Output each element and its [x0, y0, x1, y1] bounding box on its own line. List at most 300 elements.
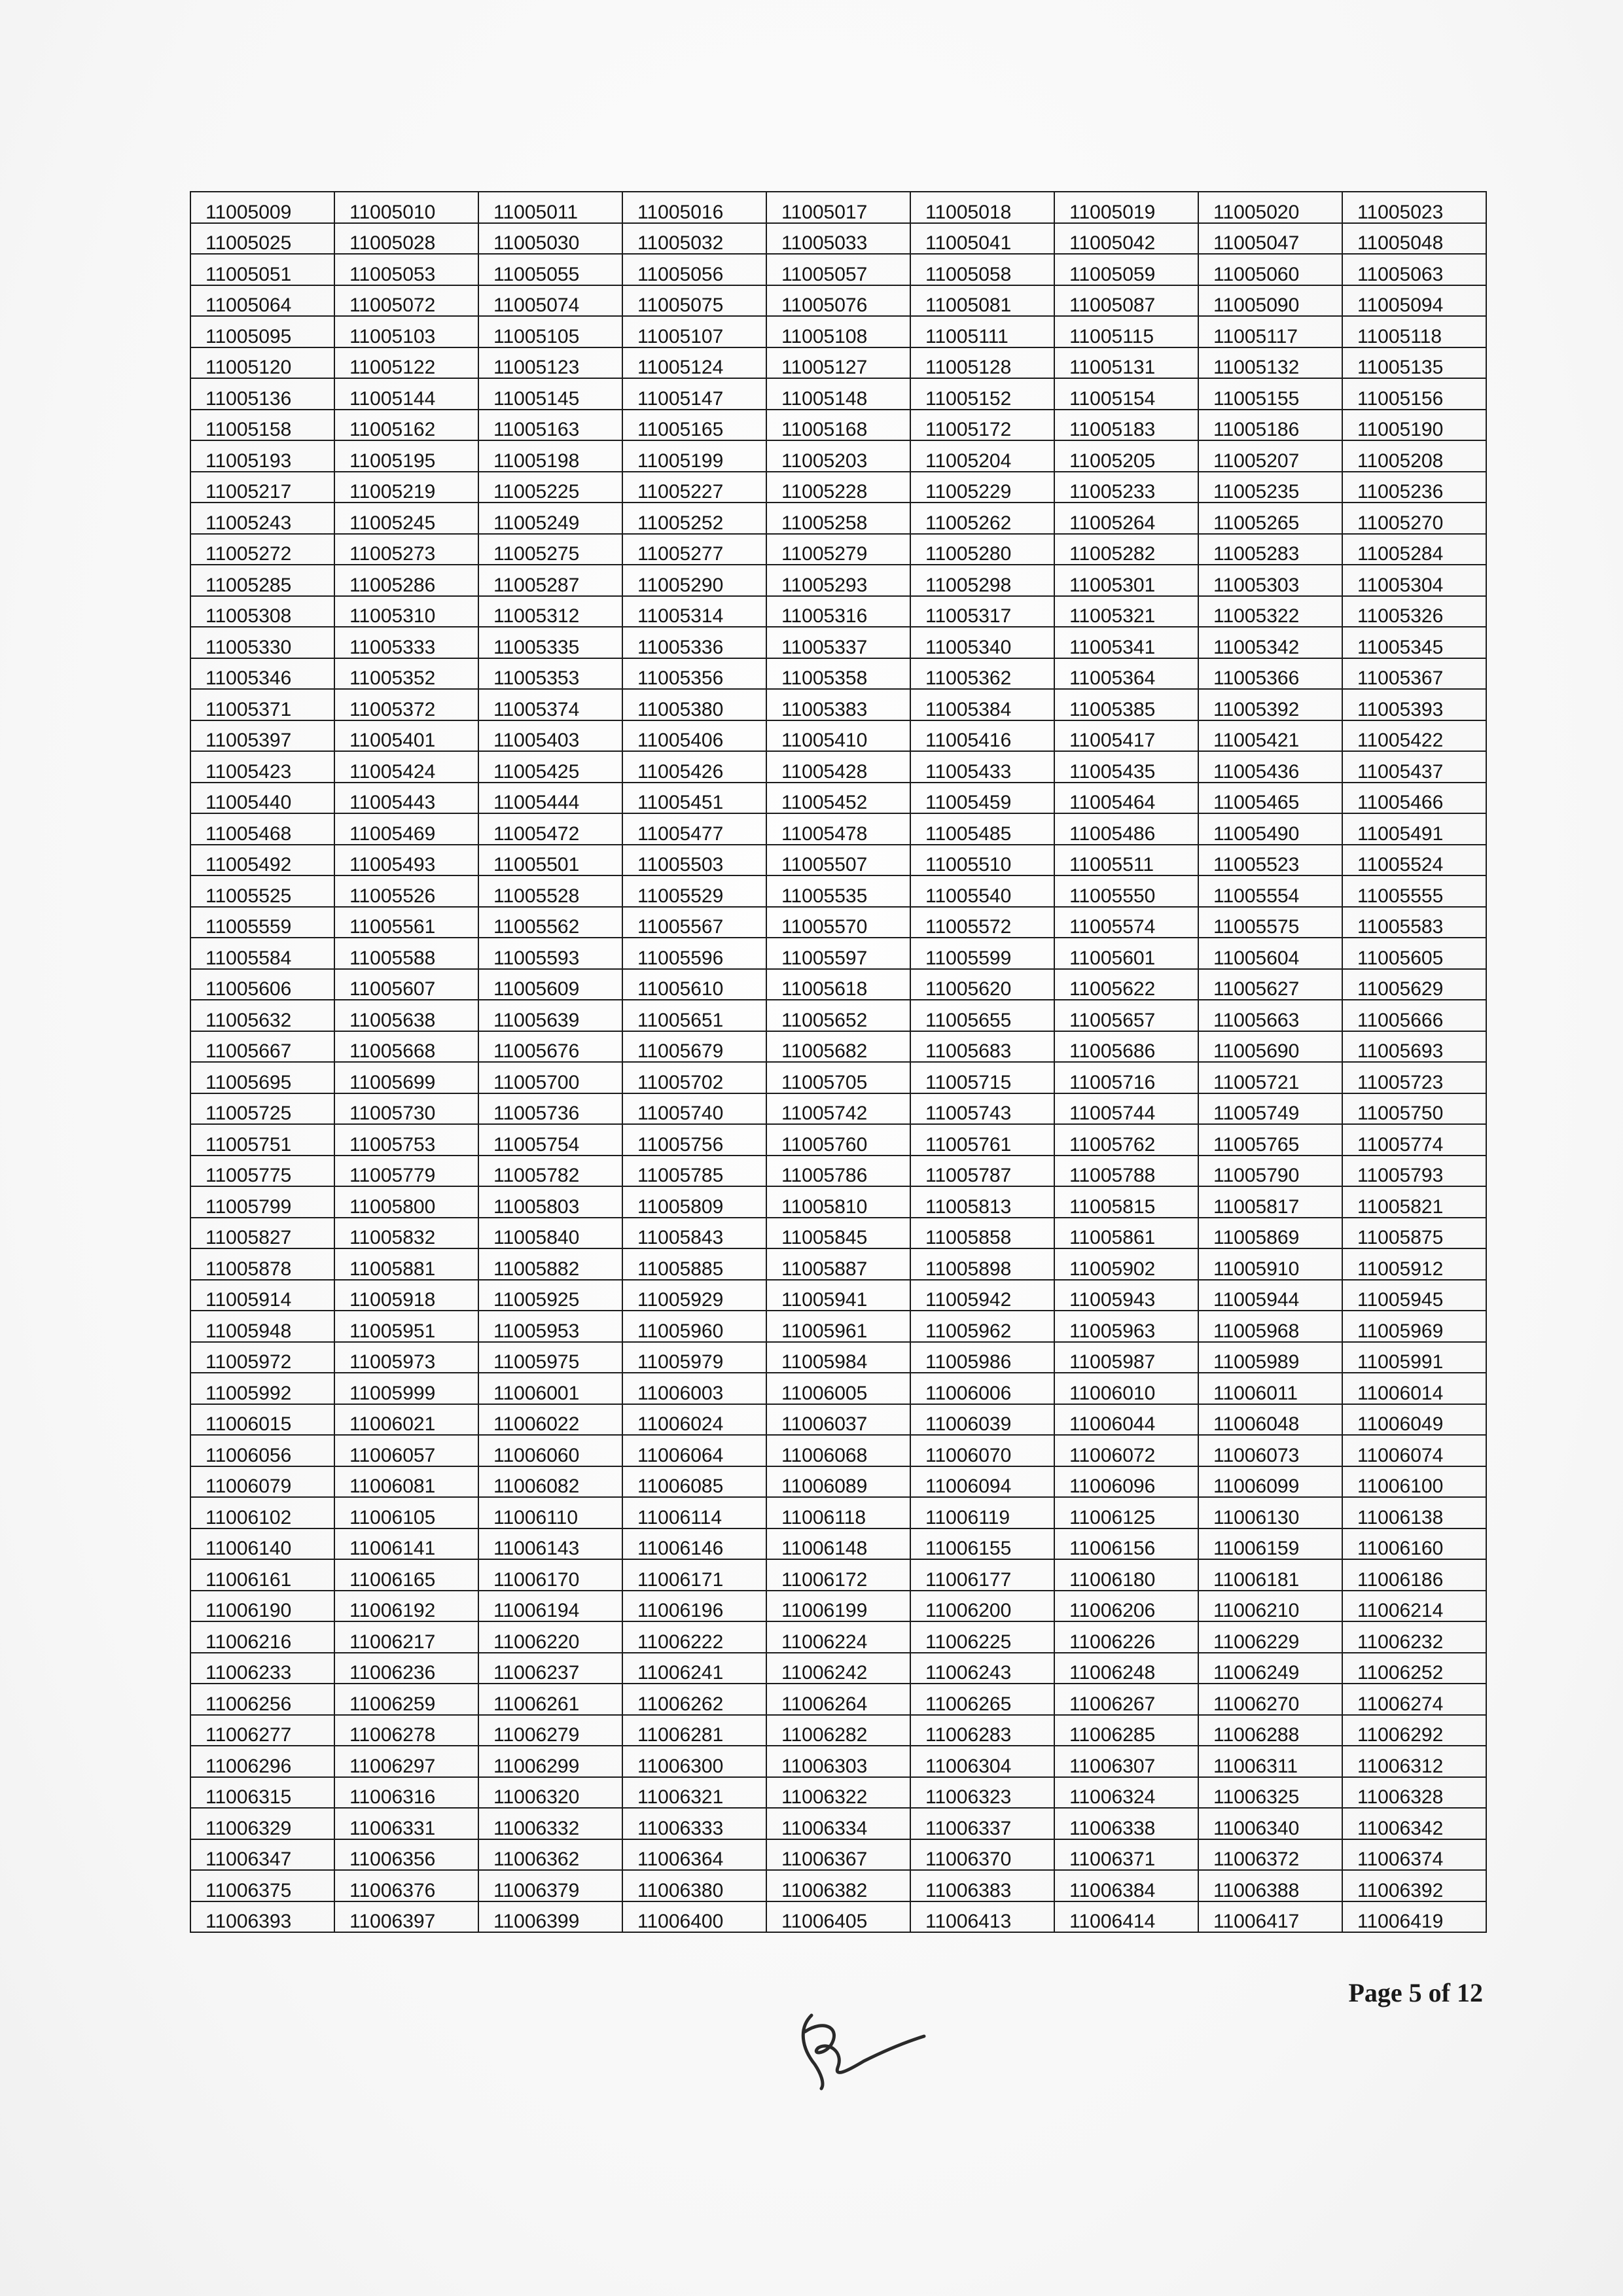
roll-number-cell: 11006186	[1342, 1559, 1486, 1591]
table-row	[190, 565, 1486, 596]
roll-number-cell: 11005986	[910, 1342, 1054, 1373]
roll-number-cell: 11005428	[766, 751, 910, 783]
roll-number-cell: 11005572	[910, 907, 1054, 938]
roll-number-cell: 11005523	[1198, 845, 1342, 876]
roll-number-cell: 11005444	[478, 783, 622, 814]
table-row	[190, 1000, 1486, 1031]
roll-number-cell: 11005122	[334, 347, 478, 379]
roll-number-cell: 11005559	[190, 907, 334, 938]
roll-number-cell: 11006210	[1198, 1591, 1342, 1622]
roll-number-cell: 11005163	[478, 410, 622, 441]
roll-number-cell: 11005639	[478, 1000, 622, 1031]
roll-number-cell: 11006014	[1342, 1373, 1486, 1404]
roll-number-cell: 11005290	[622, 565, 766, 596]
roll-number-cell: 11006356	[334, 1839, 478, 1871]
roll-number-cell: 11005567	[622, 907, 766, 938]
roll-number-cell: 11006323	[910, 1777, 1054, 1809]
table-row	[190, 1093, 1486, 1125]
roll-number-cell: 11005699	[334, 1062, 478, 1093]
roll-number-cell: 11006081	[334, 1466, 478, 1498]
roll-number-cell: 11005198	[478, 440, 622, 472]
roll-number-cell: 11005314	[622, 596, 766, 627]
roll-number-cell: 11005020	[1198, 192, 1342, 223]
roll-number-cell: 11006388	[1198, 1870, 1342, 1901]
roll-number-cell: 11005055	[478, 254, 622, 285]
roll-number-cell: 11005165	[622, 410, 766, 441]
roll-number-cell: 11006333	[622, 1808, 766, 1839]
roll-number-cell: 11006332	[478, 1808, 622, 1839]
roll-number-cell: 11005403	[478, 720, 622, 752]
roll-number-cell: 11005686	[1054, 1031, 1198, 1063]
roll-number-cell: 11006393	[190, 1901, 334, 1933]
table-row	[190, 658, 1486, 690]
roll-number-cell: 11005023	[1342, 192, 1486, 223]
roll-number-cell: 11005168	[766, 410, 910, 441]
roll-number-cell: 11006196	[622, 1591, 766, 1622]
roll-number-cell: 11005416	[910, 720, 1054, 752]
roll-number-cell: 11005809	[622, 1186, 766, 1218]
roll-number-cell: 11005060	[1198, 254, 1342, 285]
roll-number-cell: 11006010	[1054, 1373, 1198, 1404]
roll-number-cell: 11005156	[1342, 378, 1486, 410]
roll-number-cell: 11006225	[910, 1621, 1054, 1653]
roll-number-cell: 11005245	[334, 503, 478, 534]
roll-number-cell: 11005136	[190, 378, 334, 410]
roll-number-cell: 11006082	[478, 1466, 622, 1498]
roll-number-cell: 11006405	[766, 1901, 910, 1933]
roll-number-cell: 11005878	[190, 1248, 334, 1280]
roll-number-cell: 11005782	[478, 1156, 622, 1187]
roll-number-cell: 11005554	[1198, 875, 1342, 907]
roll-number-cell: 11005472	[478, 813, 622, 845]
roll-number-cell: 11006274	[1342, 1684, 1486, 1715]
table-row	[190, 1808, 1486, 1839]
roll-number-cell: 11006079	[190, 1466, 334, 1498]
roll-number-cell: 11005095	[190, 316, 334, 347]
roll-number-cell: 11005293	[766, 565, 910, 596]
roll-number-cell: 11005115	[1054, 316, 1198, 347]
roll-number-cell: 11005695	[190, 1062, 334, 1093]
roll-number-cell: 11005478	[766, 813, 910, 845]
roll-number-cell: 11006224	[766, 1621, 910, 1653]
roll-number-cell: 11006267	[1054, 1684, 1198, 1715]
table-row	[190, 534, 1486, 565]
roll-number-cell: 11006248	[1054, 1653, 1198, 1684]
roll-number-cell: 11005047	[1198, 223, 1342, 255]
roll-number-cell: 11005690	[1198, 1031, 1342, 1063]
table-row	[190, 1031, 1486, 1063]
roll-number-cell: 11005337	[766, 627, 910, 658]
roll-number-cell: 11006397	[334, 1901, 478, 1933]
roll-number-cell: 11006237	[478, 1653, 622, 1684]
roll-number-cell: 11006217	[334, 1621, 478, 1653]
roll-number-cell: 11005374	[478, 689, 622, 720]
roll-number-cell: 11005076	[766, 285, 910, 317]
roll-number-cell: 11006282	[766, 1715, 910, 1746]
roll-number-cell: 11005941	[766, 1280, 910, 1311]
roll-number-cell: 11005693	[1342, 1031, 1486, 1063]
roll-number-cell: 11005535	[766, 875, 910, 907]
roll-number-cell: 11005147	[622, 378, 766, 410]
roll-number-cell: 11005172	[910, 410, 1054, 441]
roll-number-cell: 11006118	[766, 1497, 910, 1528]
roll-number-cell: 11005459	[910, 783, 1054, 814]
roll-number-cell: 11006159	[1198, 1528, 1342, 1560]
roll-number-cell: 11006278	[334, 1715, 478, 1746]
roll-number-cell: 11006192	[334, 1591, 478, 1622]
roll-number-cell: 11005765	[1198, 1124, 1342, 1156]
roll-number-table-body	[190, 192, 1486, 1932]
roll-number-cell: 11005451	[622, 783, 766, 814]
roll-number-cell: 11006380	[622, 1870, 766, 1901]
roll-number-cell: 11005657	[1054, 1000, 1198, 1031]
roll-number-cell: 11006382	[766, 1870, 910, 1901]
roll-number-cell: 11005316	[766, 596, 910, 627]
table-row	[190, 969, 1486, 1000]
roll-number-cell: 11005632	[190, 1000, 334, 1031]
roll-number-cell: 11005353	[478, 658, 622, 690]
roll-number-cell: 11005683	[910, 1031, 1054, 1063]
roll-number-cell: 11006376	[334, 1870, 478, 1901]
roll-number-cell: 11006259	[334, 1684, 478, 1715]
roll-number-cell: 11005620	[910, 969, 1054, 1000]
roll-number-cell: 11005235	[1198, 472, 1342, 503]
roll-number-cell: 11005308	[190, 596, 334, 627]
roll-number-cell: 11006060	[478, 1435, 622, 1466]
table-row	[190, 720, 1486, 752]
roll-number-cell: 11005550	[1054, 875, 1198, 907]
roll-number-cell: 11005606	[190, 969, 334, 1000]
roll-number-cell: 11005942	[910, 1280, 1054, 1311]
roll-number-cell: 11005304	[1342, 565, 1486, 596]
roll-number-cell: 11005775	[190, 1156, 334, 1187]
roll-number-cell: 11006329	[190, 1808, 334, 1839]
roll-number-cell: 11005103	[334, 316, 478, 347]
roll-number-cell: 11006297	[334, 1746, 478, 1777]
roll-number-cell: 11006048	[1198, 1404, 1342, 1436]
roll-number-cell: 11006288	[1198, 1715, 1342, 1746]
roll-number-cell: 11006229	[1198, 1621, 1342, 1653]
roll-number-cell: 11005371	[190, 689, 334, 720]
roll-number-cell: 11005679	[622, 1031, 766, 1063]
roll-number-cell: 11005762	[1054, 1124, 1198, 1156]
roll-number-cell: 11006261	[478, 1684, 622, 1715]
roll-number-cell: 11005629	[1342, 969, 1486, 1000]
roll-number-cell: 11005715	[910, 1062, 1054, 1093]
roll-number-cell: 11005601	[1054, 938, 1198, 969]
roll-number-cell: 11005813	[910, 1186, 1054, 1218]
roll-number-cell: 11005760	[766, 1124, 910, 1156]
table-row	[190, 1777, 1486, 1809]
table-row	[190, 1280, 1486, 1311]
roll-number-cell: 11006367	[766, 1839, 910, 1871]
roll-number-cell: 11005317	[910, 596, 1054, 627]
roll-number-cell: 11005793	[1342, 1156, 1486, 1187]
roll-number-cell: 11006070	[910, 1435, 1054, 1466]
roll-number-cell: 11005286	[334, 565, 478, 596]
roll-number-cell: 11006074	[1342, 1435, 1486, 1466]
roll-number-cell: 11006148	[766, 1528, 910, 1560]
table-row	[190, 907, 1486, 938]
roll-number-cell: 11005051	[190, 254, 334, 285]
roll-number-cell: 11005622	[1054, 969, 1198, 1000]
roll-number-cell: 11006105	[334, 1497, 478, 1528]
roll-number-cell: 11006170	[478, 1559, 622, 1591]
roll-number-cell: 11005128	[910, 347, 1054, 379]
roll-number-cell: 11005469	[334, 813, 478, 845]
roll-number-cell: 11005574	[1054, 907, 1198, 938]
roll-number-cell: 11006311	[1198, 1746, 1342, 1777]
roll-number-cell: 11005987	[1054, 1342, 1198, 1373]
roll-number-cell: 11006281	[622, 1715, 766, 1746]
roll-number-cell: 11005426	[622, 751, 766, 783]
roll-number-cell: 11005145	[478, 378, 622, 410]
roll-number-cell: 11005756	[622, 1124, 766, 1156]
roll-number-cell: 11006300	[622, 1746, 766, 1777]
roll-number-cell: 11005401	[334, 720, 478, 752]
roll-number-cell: 11005090	[1198, 285, 1342, 317]
roll-number-cell: 11006362	[478, 1839, 622, 1871]
roll-number-cell: 11005284	[1342, 534, 1486, 565]
roll-number-cell: 11005526	[334, 875, 478, 907]
roll-number-cell: 11005743	[910, 1093, 1054, 1125]
roll-number-cell: 11005345	[1342, 627, 1486, 658]
roll-number-cell: 11005108	[766, 316, 910, 347]
roll-number-cell: 11005123	[478, 347, 622, 379]
roll-number-table	[190, 191, 1487, 1933]
roll-number-cell: 11006099	[1198, 1466, 1342, 1498]
roll-number-cell: 11005912	[1342, 1248, 1486, 1280]
roll-number-cell: 11005754	[478, 1124, 622, 1156]
roll-number-cell: 11005510	[910, 845, 1054, 876]
roll-number-cell: 11006100	[1342, 1466, 1486, 1498]
roll-number-cell: 11005730	[334, 1093, 478, 1125]
roll-number-cell: 11006110	[478, 1497, 622, 1528]
roll-number-cell: 11005111	[910, 316, 1054, 347]
roll-number-cell: 11005421	[1198, 720, 1342, 752]
roll-number-cell: 11005053	[334, 254, 478, 285]
roll-number-cell: 11005228	[766, 472, 910, 503]
table-row	[190, 1591, 1486, 1622]
roll-number-cell: 11006022	[478, 1404, 622, 1436]
roll-number-cell: 11005700	[478, 1062, 622, 1093]
roll-number-cell: 11005032	[622, 223, 766, 255]
roll-number-cell: 11006315	[190, 1777, 334, 1809]
roll-number-cell: 11005270	[1342, 503, 1486, 534]
table-row	[190, 1156, 1486, 1187]
roll-number-cell: 11006057	[334, 1435, 478, 1466]
roll-number-cell: 11005736	[478, 1093, 622, 1125]
roll-number-cell: 11005154	[1054, 378, 1198, 410]
roll-number-cell: 11005725	[190, 1093, 334, 1125]
roll-number-cell: 11005975	[478, 1342, 622, 1373]
roll-number-cell: 11005584	[190, 938, 334, 969]
roll-number-cell: 11005011	[478, 192, 622, 223]
roll-number-cell: 11005249	[478, 503, 622, 534]
roll-number-cell: 11006143	[478, 1528, 622, 1560]
roll-number-cell: 11005477	[622, 813, 766, 845]
roll-number-cell: 11005087	[1054, 285, 1198, 317]
roll-number-cell: 11006190	[190, 1591, 334, 1622]
roll-number-cell: 11005105	[478, 316, 622, 347]
roll-number-cell: 11005285	[190, 565, 334, 596]
roll-number-cell: 11005607	[334, 969, 478, 1000]
roll-number-cell: 11006375	[190, 1870, 334, 1901]
roll-number-cell: 11005786	[766, 1156, 910, 1187]
table-row	[190, 378, 1486, 410]
roll-number-cell: 11005335	[478, 627, 622, 658]
roll-number-cell: 11005118	[1342, 316, 1486, 347]
roll-number-cell: 11005199	[622, 440, 766, 472]
roll-number-cell: 11005358	[766, 658, 910, 690]
roll-number-cell: 11005312	[478, 596, 622, 627]
roll-number-cell: 11006417	[1198, 1901, 1342, 1933]
roll-number-cell: 11006072	[1054, 1435, 1198, 1466]
roll-number-cell: 11006165	[334, 1559, 478, 1591]
roll-number-cell: 11005779	[334, 1156, 478, 1187]
roll-number-cell: 11006073	[1198, 1435, 1342, 1466]
roll-number-cell: 11006155	[910, 1528, 1054, 1560]
roll-number-cell: 11006392	[1342, 1870, 1486, 1901]
roll-number-cell: 11005417	[1054, 720, 1198, 752]
roll-number-cell: 11005207	[1198, 440, 1342, 472]
roll-number-cell: 11005009	[190, 192, 334, 223]
roll-number-cell: 11006307	[1054, 1746, 1198, 1777]
roll-number-cell: 11005017	[766, 192, 910, 223]
table-row	[190, 192, 1486, 223]
roll-number-cell: 11005787	[910, 1156, 1054, 1187]
roll-number-cell: 11005048	[1342, 223, 1486, 255]
roll-number-cell: 11005310	[334, 596, 478, 627]
roll-number-cell: 11006252	[1342, 1653, 1486, 1684]
roll-number-cell: 11005651	[622, 1000, 766, 1031]
roll-number-cell: 11005135	[1342, 347, 1486, 379]
roll-number-cell: 11006243	[910, 1653, 1054, 1684]
roll-number-cell: 11005298	[910, 565, 1054, 596]
roll-number-cell: 11005064	[190, 285, 334, 317]
table-row	[190, 1062, 1486, 1093]
table-row	[190, 845, 1486, 876]
roll-number-cell: 11005380	[622, 689, 766, 720]
roll-number-cell: 11005301	[1054, 565, 1198, 596]
roll-number-cell: 11005561	[334, 907, 478, 938]
roll-number-cell: 11005367	[1342, 658, 1486, 690]
roll-number-cell: 11005751	[190, 1124, 334, 1156]
roll-number-cell: 11005131	[1054, 347, 1198, 379]
roll-number-cell: 11006206	[1054, 1591, 1198, 1622]
roll-number-cell: 11005074	[478, 285, 622, 317]
roll-number-cell: 11005440	[190, 783, 334, 814]
table-row	[190, 875, 1486, 907]
roll-number-cell: 11005330	[190, 627, 334, 658]
roll-number-cell: 11006242	[766, 1653, 910, 1684]
roll-number-cell: 11005716	[1054, 1062, 1198, 1093]
roll-number-cell: 11005422	[1342, 720, 1486, 752]
roll-number-cell: 11005127	[766, 347, 910, 379]
table-row	[190, 627, 1486, 658]
roll-number-cell: 11005120	[190, 347, 334, 379]
roll-number-cell: 11006419	[1342, 1901, 1486, 1933]
roll-number-cell: 11005605	[1342, 938, 1486, 969]
roll-number-cell: 11006044	[1054, 1404, 1198, 1436]
roll-number-cell: 11006331	[334, 1808, 478, 1839]
roll-number-cell: 11005963	[1054, 1311, 1198, 1342]
table-row	[190, 813, 1486, 845]
roll-number-cell: 11006342	[1342, 1808, 1486, 1839]
table-row	[190, 254, 1486, 285]
roll-number-cell: 11005190	[1342, 410, 1486, 441]
roll-number-cell: 11006256	[190, 1684, 334, 1715]
table-row	[190, 223, 1486, 255]
roll-number-cell: 11005436	[1198, 751, 1342, 783]
roll-number-cell: 11005243	[190, 503, 334, 534]
roll-number-cell: 11005609	[478, 969, 622, 1000]
roll-number-cell: 11005655	[910, 1000, 1054, 1031]
roll-number-cell: 11006220	[478, 1621, 622, 1653]
roll-number-cell: 11006094	[910, 1466, 1054, 1498]
roll-number-cell: 11005749	[1198, 1093, 1342, 1125]
roll-number-cell: 11006006	[910, 1373, 1054, 1404]
table-row	[190, 1466, 1486, 1498]
roll-number-cell: 11005491	[1342, 813, 1486, 845]
roll-number-cell: 11005668	[334, 1031, 478, 1063]
roll-number-cell: 11005596	[622, 938, 766, 969]
roll-number-cell: 11006037	[766, 1404, 910, 1436]
table-row	[190, 1559, 1486, 1591]
roll-number-cell: 11006156	[1054, 1528, 1198, 1560]
roll-number-cell: 11005882	[478, 1248, 622, 1280]
roll-number-cell: 11005507	[766, 845, 910, 876]
roll-number-cell: 11005485	[910, 813, 1054, 845]
roll-number-cell: 11005555	[1342, 875, 1486, 907]
roll-number-cell: 11005799	[190, 1186, 334, 1218]
table-row	[190, 503, 1486, 534]
roll-number-cell: 11005803	[478, 1186, 622, 1218]
table-row	[190, 1528, 1486, 1560]
roll-number-cell: 11005575	[1198, 907, 1342, 938]
roll-number-cell: 11005618	[766, 969, 910, 1000]
roll-number-cell: 11005810	[766, 1186, 910, 1218]
roll-number-cell: 11005107	[622, 316, 766, 347]
roll-number-cell: 11006321	[622, 1777, 766, 1809]
roll-number-cell: 11005562	[478, 907, 622, 938]
roll-number-cell: 11006292	[1342, 1715, 1486, 1746]
roll-number-cell: 11005991	[1342, 1342, 1486, 1373]
roll-number-cell: 11006119	[910, 1497, 1054, 1528]
roll-number-cell: 11005208	[1342, 440, 1486, 472]
roll-number-cell: 11006200	[910, 1591, 1054, 1622]
roll-number-cell: 11005723	[1342, 1062, 1486, 1093]
roll-number-cell: 11006334	[766, 1808, 910, 1839]
table-row	[190, 1715, 1486, 1746]
roll-number-cell: 11006324	[1054, 1777, 1198, 1809]
roll-number-cell: 11005186	[1198, 410, 1342, 441]
roll-number-cell: 11006279	[478, 1715, 622, 1746]
roll-number-cell: 11005205	[1054, 440, 1198, 472]
roll-number-cell: 11006265	[910, 1684, 1054, 1715]
roll-number-cell: 11005075	[622, 285, 766, 317]
roll-number-cell: 11005973	[334, 1342, 478, 1373]
roll-number-cell: 11005815	[1054, 1186, 1198, 1218]
roll-number-cell: 11005944	[1198, 1280, 1342, 1311]
roll-number-cell: 11006338	[1054, 1808, 1198, 1839]
roll-number-cell: 11005272	[190, 534, 334, 565]
roll-number-cell: 11005525	[190, 875, 334, 907]
roll-number-cell: 11006347	[190, 1839, 334, 1871]
roll-number-cell: 11005406	[622, 720, 766, 752]
roll-number-cell: 11005925	[478, 1280, 622, 1311]
roll-number-cell: 11006340	[1198, 1808, 1342, 1839]
